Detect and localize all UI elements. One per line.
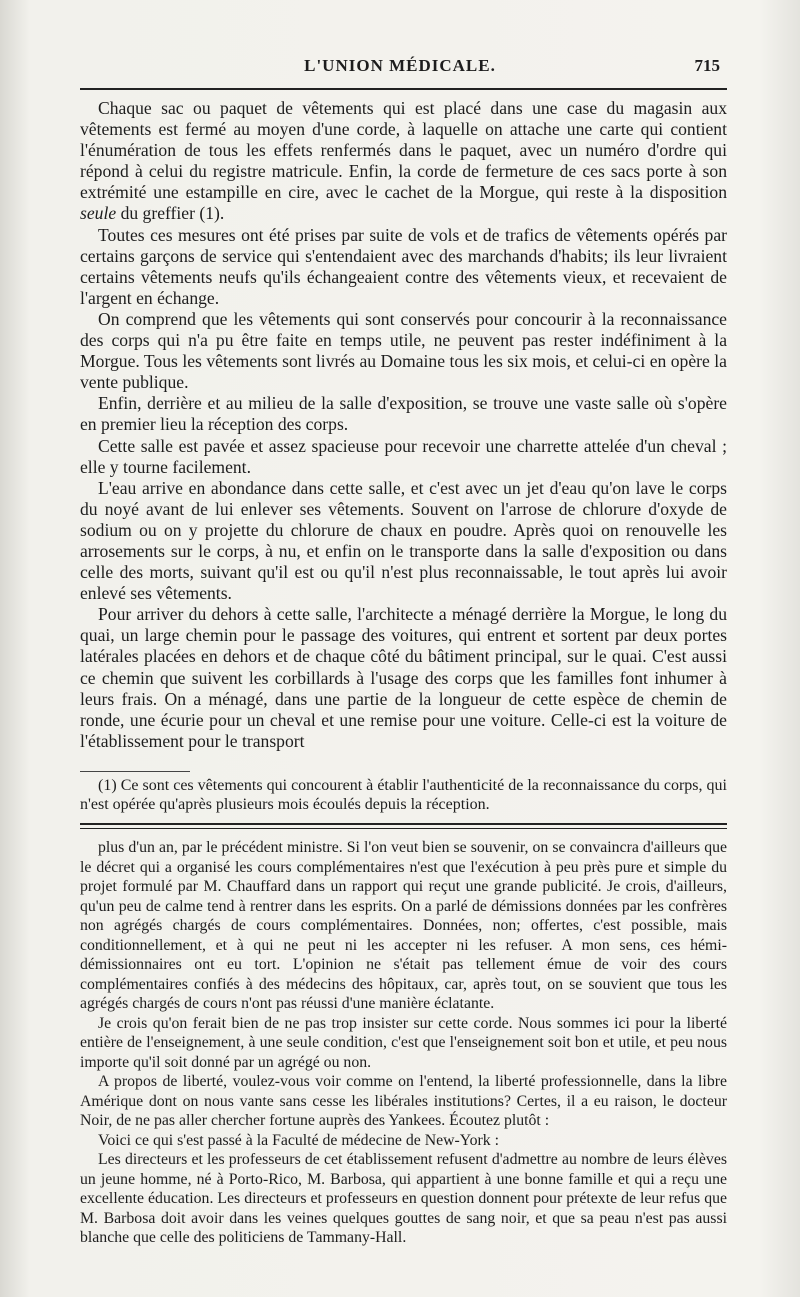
paragraph: Cette salle est pavée et assez spacieuse pour recevoir une charrette attelée d'un cheval ; elle y tourne facilement. xyxy=(80,435,727,477)
footnote xyxy=(80,776,727,814)
paragraph-text: du greffier (1). xyxy=(120,203,225,224)
main-text xyxy=(80,98,727,752)
emphasis-text: seule xyxy=(80,203,117,224)
paragraph: Voici ce qui s'est passé à la Faculté de médecine de New-York : xyxy=(98,1131,500,1149)
paragraph: On comprend que les vêtements qui sont conservés pour concourir à la reconnaissance des corps qui n'a pu être faite en temps utile, ne peuvent pas rester indéfiniment à la Morgue. Tous les vêtements sont livrés au Domaine tous les six mois, et celui-ci en opère la vente publique. xyxy=(80,308,727,393)
section-divider xyxy=(80,823,727,825)
running-title: L'UNION MÉDICALE. xyxy=(304,56,496,75)
paragraph: Pour arriver du dehors à cette salle, l'architecte a ménagé derrière la Morgue, le long du quai, un large chemin pour le passage des voitures, qui entrent et sortent par deux portes latérales placées en dehors et de chaque côté du bâtiment principal, sur le quai. C'est aussi ce chemin que suivent les corbillards à l'usage des corps que les familles font inhumer à leurs frais. On a ménagé, dans une partie de la longueur de cette espèce de chemin de ronde, une écurie pour un cheval et une remise pour une voiture. Celle-ci est la voiture de l'établissement pour le transport xyxy=(80,604,727,751)
paragraph-text: Chaque sac ou paquet de vêtements qui est placé dans une case du magasin aux vêtements est fermé au moyen d'une corde, à laquelle on attache une carte qui contient l'énumération de tous les effets renfermés dans le paquet, avec un numéro d'ordre qui répond à celui du registre matricule. Enfin, la corde de fermeture de ces sacs porte à son extrémité une estampille en cire, avec le cachet de la Morgue, qui reste à la disposition xyxy=(80,98,727,203)
footnote-rule xyxy=(80,771,190,772)
page-header xyxy=(80,56,720,82)
header-rule xyxy=(80,88,727,90)
section-divider xyxy=(80,828,727,829)
paragraph: Les directeurs et les professeurs de cet établissement refusent d'admettre au nombre de leurs élèves un jeune homme, né à Porto-Rico, M. Barbosa, qui appartient à une bonne famille et qui a reçu une excellente éducation. Les directeurs et professeurs en question donnent pour prétexte de leur refus que M. Barbosa doit avoir dans les veines quelques gouttes de sang noir, et que sa peau n'est pas aussi blanche que celle des politiciens de Tammany-Hall. xyxy=(80,1151,727,1246)
paragraph: Toutes ces mesures ont été prises par suite de vols et de trafics de vêtements opérés par certains garçons de service qui s'entendaient avec des marchands d'habits; ils leur livraient certains vêtements neufs qu'ils échangeaient contre des vêtements vieux, et recevaient de l'argent en échange. xyxy=(80,224,727,308)
paragraph: Je crois qu'on ferait bien de ne pas trop insister sur cette corde. Nous sommes ici pour la liberté entière de l'enseignement, à une seule condition, c'est que l'enseignement soit bon et utile, et peu nous importe qu'il soit donné par un agrégé ou non. xyxy=(80,1014,727,1071)
paragraph: A propos de liberté, voulez-vous voir comme on l'entend, la liberté professionnelle, dans la libre Amérique dont on nous vante sans cesse les libérales institutions? Certes, il a eu raison, le docteur Noir, de ne pas aller chercher fortune auprès des Yankees. Écoutez plutôt : xyxy=(80,1073,727,1129)
feuilleton-text xyxy=(80,838,727,1248)
paragraph: plus d'un an, par le précédent ministre. Si l'on veut bien se souvenir, on se convaincra d'ailleurs que le décret qui a organisé les cours complémentaires n'est que l'exécution à peu près pure et simple du projet formulé par M. Chauffard dans un rapport qui reçut une grande publicité. Je crois, d'ailleurs, qu'un peu de calme tend à rentrer dans les esprits. On a parlé de démissions données par les confrères non agrégés chargés de cours complémentaires. Données, non; offertes, c'est possible, mais conditionnellement, et à qui ne peut ni les accepter ni les refuser. A mon sens, ces hémi-démissionnaires ont eu tort. L'opinion ne s'était pas tellement émue de voir des cours complémentaires confiés à des médecins des hôpitaux, car, après tout, on se souvient que tous les agrégés chargés de cours n'ont pas réussi d'une manière éclatante. xyxy=(80,839,727,1012)
page-number: 715 xyxy=(694,56,720,75)
footnote-text: (1) Ce sont ces vêtements qui concourent à établir l'authenticité de la reconnaissance du corps, qui n'est opérée qu'après plusieurs mois écoulés depuis la réception. xyxy=(80,777,727,813)
paragraph: Enfin, derrière et au milieu de la salle d'exposition, se trouve une vaste salle où s'opère en premier lieu la réception des corps. xyxy=(80,393,727,435)
paragraph xyxy=(80,98,727,225)
paragraph: L'eau arrive en abondance dans cette salle, et c'est avec un jet d'eau qu'on lave le corps du noyé avant de lui enlever ses vêtements. Souvent on l'arrose de chlorure d'oxyde de sodium ou on y projette du chlorure de chaux en poudre. Après quoi on renouvelle les arrosements sur le corps, à nu, et enfin on le transporte dans la salle d'exposition ou dans celle des morts, suivant qu'il est ou qu'il n'est plus reconnaissable, le tout après lui avoir enlevé ses vêtements. xyxy=(80,477,727,604)
